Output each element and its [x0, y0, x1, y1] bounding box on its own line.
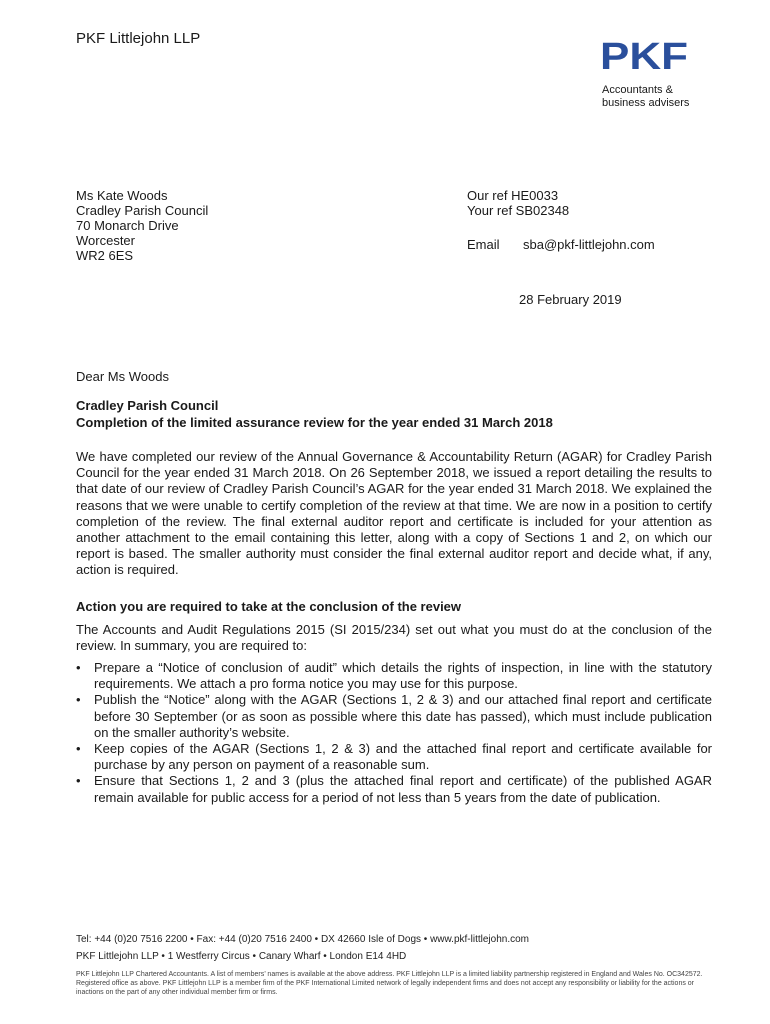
salutation: Dear Ms Woods: [76, 369, 169, 384]
bullet-icon: •: [76, 741, 81, 757]
our-ref: Our ref HE0033: [467, 188, 559, 203]
subject-block: [76, 397, 553, 431]
section-intro: The Accounts and Audit Regulations 2015 (SI 2015/234) set out what you must do at the conclusion of the review. In summary, you are required to:: [76, 622, 712, 654]
list-item: [76, 660, 712, 692]
bullet-icon: •: [76, 660, 81, 675]
address-line: Cradley Parish Council: [76, 203, 209, 218]
list-item: [76, 692, 712, 741]
bullet-icon: •: [76, 692, 81, 708]
subject-line-2: Completion of the limited assurance review for the year ended 31 March 2018: [76, 415, 553, 430]
list-item-text: Keep copies of the AGAR (Sections 1, 2 & 3) and the attached final report and certificate available for purchase by any person on payment of a reasonable sum.: [94, 741, 712, 773]
reference-block: [467, 188, 569, 218]
footer-address: PKF Littlejohn LLP • 1 Westferry Circus • Canary Wharf • London E14 4HD: [76, 951, 407, 962]
tagline-line: business advisers: [602, 97, 690, 109]
list-item-text: Publish the “Notice” along with the AGAR (Sections 1, 2 & 3) and our attached final report and certificate before 30 September (or as soon as possible where this date has passed), which must include publication on the smaller authority’s website.: [94, 692, 712, 740]
tagline-line: Accountants &: [602, 84, 673, 96]
recipient-address: [76, 188, 208, 263]
body-paragraph: We have completed our review of the Annual Governance & Accountability Return (AGAR) for Cradley Parish Council for the year ended 31 March 2018. On 26 September 2018, we issued a report detailing the results to that date of our review of Cradley Parish Council’s AGAR for the year ended 31 March 2018. We explained the reasons that we were unable to certify completion of the review at that time. We are now in a position to certify completion of the review. The final external auditor report and certificate is included for your attention as another attachment to the email containing this letter, along with a copy of Sections 1 and 2, on which our report is based. The smaller authority must consider the final external auditor report and decide what, if any, action is required.: [76, 449, 712, 578]
list-item-text: Prepare a “Notice of conclusion of audit” which details the rights of inspection, in line with the statutory requirements. We attach a pro forma notice you may use for this purpose.: [94, 660, 712, 692]
pkf-logo: [600, 38, 690, 72]
address-line: WR2 6ES: [76, 248, 134, 263]
address-line: Worcester: [76, 233, 135, 248]
requirements-list: [76, 660, 712, 806]
address-line: 70 Monarch Drive: [76, 218, 179, 233]
list-item: [76, 741, 712, 773]
logo-tagline: [602, 84, 689, 110]
footer-legal: PKF Littlejohn LLP Chartered Accountants. A list of members’ names is available at the above address. PKF Littlejohn LLP is a limited liability partnership registered in England and Wales No. OC342572. Registered office as above. PKF Littlejohn LLP is a member firm of the PKF International Limited network of legally independent firms and does not accept any responsibility or liability for the actions or inactions on the part of any other individual member firm or firms.: [76, 971, 703, 996]
address-line: Ms Kate Woods: [76, 188, 168, 203]
list-item: [76, 773, 712, 805]
list-item-text: Ensure that Sections 1, 2 and 3 (plus the attached final report and certificate) of the published AGAR remain available for public access for a period of not less than 5 years from the date of publication.: [94, 773, 712, 805]
email-value[interactable]: sba@pkf-littlejohn.com: [523, 237, 655, 252]
email-line: [467, 237, 655, 252]
section-heading: Action you are required to take at the conclusion of the review: [76, 599, 462, 614]
subject-line-1: Cradley Parish Council: [76, 398, 219, 413]
bullet-icon: •: [76, 773, 81, 789]
pkf-logo-text: PKF: [600, 38, 688, 72]
firm-name: PKF Littlejohn LLP: [76, 30, 201, 47]
your-ref: Your ref SB02348: [467, 203, 570, 218]
email-label: Email: [467, 237, 500, 252]
footer-contact: Tel: +44 (0)20 7516 2200 • Fax: +44 (0)20 7516 2400 • DX 42660 Isle of Dogs • www.pkf-littlejohn.com: [76, 934, 529, 945]
letter-date: 28 February 2019: [519, 292, 622, 307]
